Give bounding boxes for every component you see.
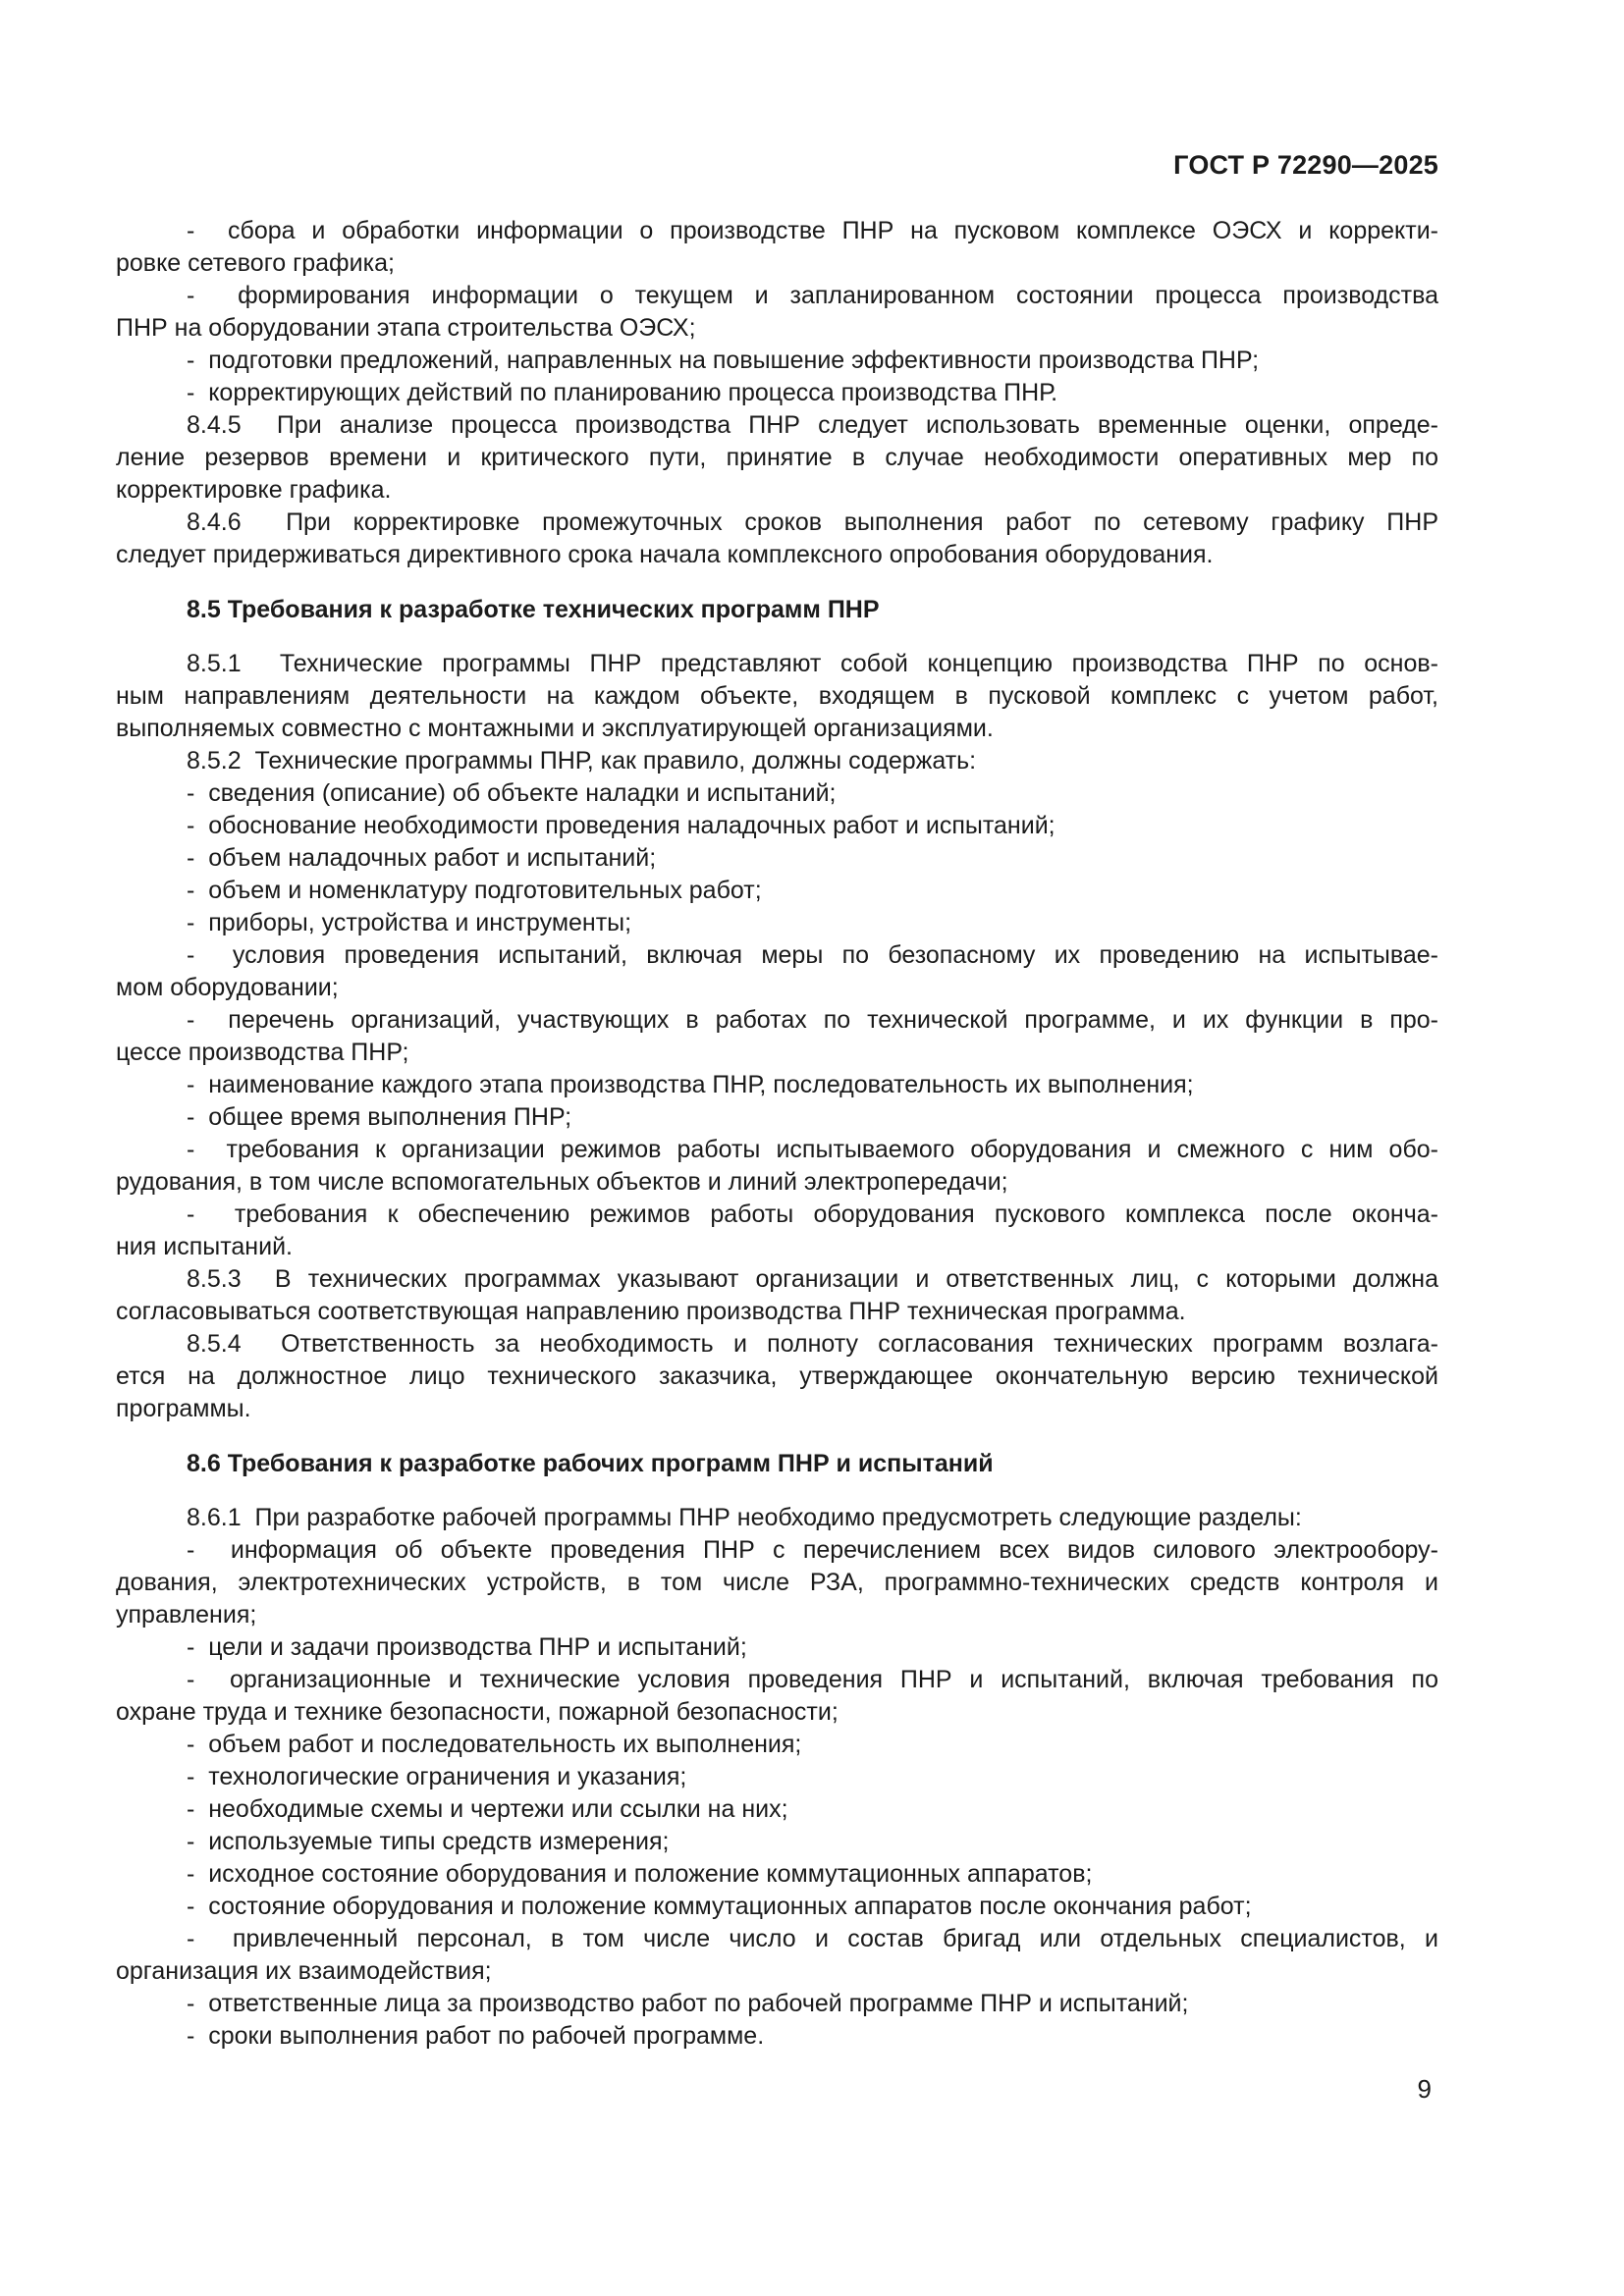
section-heading (116, 1448, 1438, 1480)
text-line: ния испытаний. (116, 1233, 293, 1260)
text-paragraph (116, 1826, 1438, 1858)
text-line: ным направлениям деятельности на каждом объекте, входящем в пусковой комплекс с учетом работ, (116, 682, 1438, 710)
text-line: 8.6 Требования к разработке рабочих программ ПНР и испытаний (187, 1450, 994, 1477)
section-heading (116, 594, 1438, 626)
text-line: - формирования информации о текущем и запланированном состоянии процесса производства (187, 282, 1438, 309)
text-paragraph (116, 1263, 1438, 1328)
text-paragraph (116, 1069, 1438, 1101)
text-paragraph (116, 1328, 1438, 1425)
text-line: - общее время выполнения ПНР; (187, 1103, 572, 1131)
text-line: - перечень организаций, участвующих в работах по технической программе, и их функции в про- (187, 1006, 1438, 1034)
text-line: следует придерживаться директивного срока начала комплексного опробования оборудования. (116, 541, 1214, 568)
text-paragraph (116, 1761, 1438, 1793)
text-line: ровке сетевого графика; (116, 249, 395, 277)
text-line: - исходное состояние оборудования и положение коммутационных аппаратов; (187, 1860, 1093, 1888)
text-line: ется на должностное лицо технического заказчика, утверждающее окончательную версию технической (116, 1362, 1438, 1390)
text-line: дования, электротехнических устройств, в том числе РЗА, программно-технических средств контроля и (116, 1569, 1438, 1596)
text-paragraph (116, 1664, 1438, 1729)
document-header-gost-number: ГОСТ Р 72290—2025 (1173, 150, 1438, 180)
text-line: 8.5.2 Технические программы ПНР, как правило, должны содержать: (187, 747, 977, 774)
text-line: согласовываться соответствующая направлению производства ПНР техническая программа. (116, 1298, 1186, 1325)
text-line: рудования, в том числе вспомогательных объектов и линий электропередачи; (116, 1168, 1008, 1196)
text-paragraph (116, 1793, 1438, 1826)
text-line: цессе производства ПНР; (116, 1039, 409, 1066)
text-line: 8.4.5 При анализе процесса производства ПНР следует использовать временные оценки, опреде- (187, 411, 1438, 439)
text-paragraph (116, 1858, 1438, 1891)
text-line: - объем наладочных работ и испытаний; (187, 844, 657, 872)
text-line: 8.4.6 При корректировке промежуточных сроков выполнения работ по сетевому графику ПНР (187, 508, 1438, 536)
text-line: - сроки выполнения работ по рабочей программе. (187, 2022, 765, 2050)
text-line: - подготовки предложений, направленных на повышение эффективности производства ПНР; (187, 347, 1260, 374)
text-paragraph (116, 1534, 1438, 1631)
text-paragraph (116, 1502, 1438, 1534)
text-paragraph (116, 745, 1438, 777)
text-line: 8.5.3 В технических программах указывают организации и ответственных лиц, с которыми должна (187, 1265, 1438, 1293)
text-paragraph (116, 1891, 1438, 1923)
text-paragraph (116, 875, 1438, 907)
text-paragraph (116, 1134, 1438, 1199)
text-line: 8.6.1 При разработке рабочей программы ПНР необходимо предусмотреть следующие разделы: (187, 1504, 1302, 1531)
text-line: - цели и задачи производства ПНР и испытаний; (187, 1633, 747, 1661)
text-line: охране труда и технике безопасности, пожарной безопасности; (116, 1698, 839, 1726)
text-paragraph (116, 648, 1438, 745)
text-paragraph (116, 215, 1438, 280)
text-paragraph (116, 810, 1438, 842)
text-line: - технологические ограничения и указания; (187, 1763, 687, 1790)
page-number: 9 (1417, 2074, 1432, 2104)
text-paragraph (116, 1631, 1438, 1664)
text-line: выполняемых совместно с монтажными и эксплуатирующей организациями. (116, 715, 994, 742)
text-line: - сбора и обработки информации о производстве ПНР на пусковом комплексе ОЭСХ и корректи- (187, 217, 1438, 244)
text-paragraph (116, 2020, 1438, 2053)
text-paragraph (116, 377, 1438, 409)
text-line: 8.5.4 Ответственность за необходимость и полноту согласования технических программ возлага- (187, 1330, 1438, 1358)
text-line: управления; (116, 1601, 257, 1629)
text-paragraph (116, 1199, 1438, 1263)
text-paragraph (116, 1923, 1438, 1988)
text-line: ПНР на оборудовании этапа строительства ОЭСХ; (116, 314, 696, 342)
text-paragraph (116, 280, 1438, 345)
text-line: - необходимые схемы и чертежи или ссылки на них; (187, 1795, 788, 1823)
text-line: - информация об объекте проведения ПНР с перечислением всех видов силового электрообору- (187, 1536, 1438, 1564)
text-paragraph (116, 777, 1438, 810)
text-line: - состояние оборудования и положение коммутационных аппаратов после окончания работ; (187, 1893, 1252, 1920)
text-paragraph (116, 1729, 1438, 1761)
text-paragraph (116, 507, 1438, 571)
text-line: мом оборудовании; (116, 974, 339, 1001)
text-line: - приборы, устройства и инструменты; (187, 909, 632, 936)
text-line: - объем и номенклатуру подготовительных работ; (187, 877, 762, 904)
text-line: ление резервов времени и критического пути, принятие в случае необходимости оперативных мер по (116, 444, 1438, 471)
text-line: - объем работ и последовательность их выполнения; (187, 1731, 802, 1758)
document-body (116, 215, 1438, 2053)
text-line: корректировке графика. (116, 476, 392, 504)
text-paragraph (116, 907, 1438, 939)
text-line: организация их взаимодействия; (116, 1957, 492, 1985)
text-paragraph (116, 1101, 1438, 1134)
text-line: - ответственные лица за производство работ по рабочей программе ПНР и испытаний; (187, 1990, 1189, 2017)
text-line: 8.5 Требования к разработке технических программ ПНР (187, 596, 880, 623)
text-paragraph (116, 1004, 1438, 1069)
text-line: 8.5.1 Технические программы ПНР представляют собой концепцию производства ПНР по основ- (187, 650, 1438, 677)
text-paragraph (116, 939, 1438, 1004)
text-line: - условия проведения испытаний, включая меры по безопасному их проведению на испытывае- (187, 941, 1438, 969)
text-paragraph (116, 842, 1438, 875)
text-paragraph (116, 1988, 1438, 2020)
text-line: - требования к организации режимов работы испытываемого оборудования и смежного с ним обо- (187, 1136, 1438, 1163)
text-line: - корректирующих действий по планированию процесса производства ПНР. (187, 379, 1058, 406)
text-line: - организационные и технические условия проведения ПНР и испытаний, включая требования по (187, 1666, 1438, 1693)
text-line: - привлеченный персонал, в том числе число и состав бригад или отдельных специалистов, и (187, 1925, 1438, 1952)
text-line: - требования к обеспечению режимов работы оборудования пускового комплекса после оконча- (187, 1201, 1438, 1228)
text-paragraph (116, 409, 1438, 507)
text-line: - наименование каждого этапа производства ПНР, последовательность их выполнения; (187, 1071, 1194, 1098)
text-paragraph (116, 345, 1438, 377)
text-line: - обоснование необходимости проведения наладочных работ и испытаний; (187, 812, 1056, 839)
text-line: - используемые типы средств измерения; (187, 1828, 670, 1855)
text-line: - сведения (описание) об объекте наладки и испытаний; (187, 779, 837, 807)
text-line: программы. (116, 1395, 251, 1422)
